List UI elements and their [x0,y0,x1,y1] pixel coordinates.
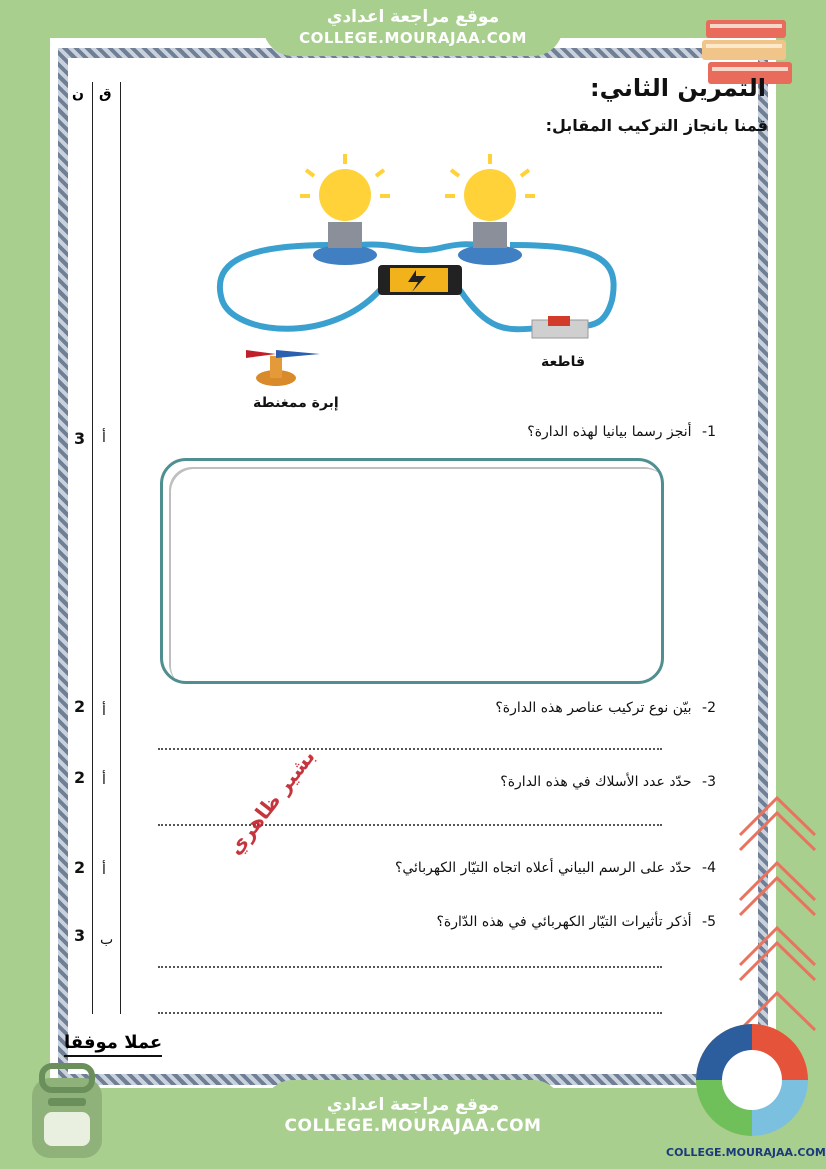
logo-url[interactable]: COLLEGE.MOURAJAA.COM [666,1146,826,1159]
question-3 [500,774,716,790]
question-5-level: ب [100,932,114,948]
answer-line[interactable] [158,966,662,968]
site-url[interactable]: COLLEGE.MOURAJAA.COM [284,1116,542,1136]
question-3-number: 3- [702,774,716,790]
question-5-text: أذكر تأثيرات التيّار الكهربائي في هذه الدّارة؟ [436,914,692,930]
switch-label: قاطعة [541,354,586,370]
question-4 [395,860,716,876]
column-divider [92,82,93,1014]
column-header-n: ن [72,86,84,102]
exercise-subtitle: قمنا بانجاز التركيب المقابل: [545,116,768,135]
site-name: موقع مراجعة اعدادي [326,1095,500,1115]
column-header-q: ق [99,86,112,102]
exercise-title: التمرين الثاني: [590,74,766,102]
site-name: موقع مراجعة اعدادي [326,7,500,27]
question-3-points: 2 [74,768,86,787]
site-url[interactable]: COLLEGE.MOURAJAA.COM [299,29,527,47]
answer-line[interactable] [158,748,662,750]
backpack-icon [18,1058,114,1162]
top-banner [263,6,563,56]
question-2-text: بيّن نوع تركيب عناصر هذه الدارة؟ [495,700,692,716]
question-1 [527,424,716,440]
question-1-number: 1- [702,424,716,440]
question-1-points: 3 [74,429,86,448]
question-2-level: أ [102,703,106,719]
question-4-number: 4- [702,860,716,876]
teacher-signature: بشير ظاهري [222,744,320,860]
site-logo-icon [692,1022,818,1142]
answer-line[interactable] [158,824,662,826]
question-2-points: 2 [74,697,86,716]
column-divider [120,82,121,1014]
question-3-level: أ [102,772,106,788]
question-2-number: 2- [702,700,716,716]
question-4-level: أ [102,862,106,878]
question-1-level: أ [102,430,106,446]
question-5-number: 5- [702,914,716,930]
question-5-points: 3 [74,926,86,945]
question-4-points: 2 [74,858,86,877]
question-5 [437,914,717,930]
question-3-text: حدّد عدد الأسلاك في هذه الدارة؟ [500,774,692,790]
question-2 [495,700,716,716]
question-4-text: حدّد على الرسم البياني أعلاه اتجاه التيّار الكهربائي؟ [394,860,692,876]
circuit-illustration [210,150,640,420]
chevron-decoration-icon [735,790,820,1050]
answer-line[interactable] [158,1012,662,1014]
needle-label: إبرة ممغنطة [253,395,339,411]
bottom-banner [263,1080,563,1152]
question-1-text: أنجز رسما بيانيا لهذه الدارة؟ [527,424,692,440]
closing-note: عملا موفقا [64,1032,162,1057]
drawing-answer-box[interactable] [160,458,664,684]
